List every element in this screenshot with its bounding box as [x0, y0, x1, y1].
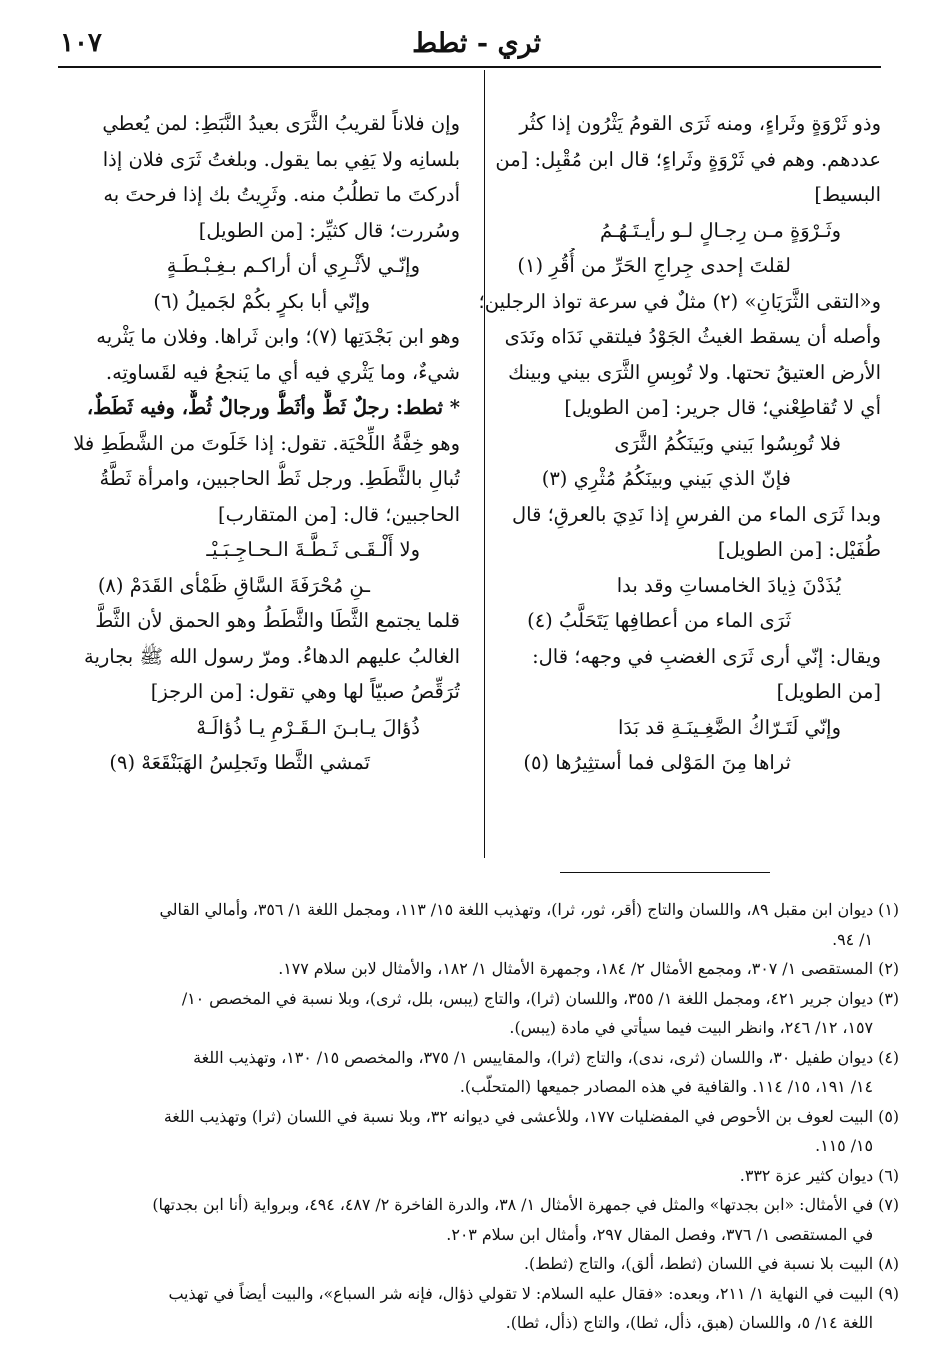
verse-line: فلا تُوبِسُوا بَيني وبَينَكُمُ الثَّرَى	[614, 431, 841, 455]
footnote-line: في المستقصى ١/ ٣٧٦، وفصل المقال ٢٩٧، وأمثال ابن سلام ٢٠٣.	[446, 1224, 873, 1244]
text-line: أدركتَ ما تطلُبُ منه. وثَرِيتُ بك إذا فرحتَ به	[103, 183, 460, 206]
verse-line: وثَـرْوَةٍ مـن رِجـالٍ لـو رأيـتَـهُـمُ	[599, 218, 841, 242]
text-line: وهو خِفَّةُ اللِّحْيَة. تقول: إذا خَلَوتَ من الشَّطَطِ فلا	[73, 431, 460, 455]
footnote-line: ١٤/ ١٩١، ١٥/ ١١٤. والقافية في هذه المصادر جميعها (المتحلّب).	[459, 1077, 873, 1096]
text-line: شيءٌ، وما يَثْري فيه أي ما يَنجعُ فيه لقَساوتِه.	[105, 360, 460, 384]
page-header	[60, 28, 881, 68]
header-rule	[58, 66, 881, 68]
text-line: طُفَيْل: [من الطويل]	[717, 538, 881, 561]
footnote-line: (٢) المستقصى ١/ ٣٠٧، ومجمع الأمثال ٢/ ١٨٤، وجمهرة الأمثال ١/ ١٨٢، والأمثال لابن سلام ١٧٧.	[278, 959, 899, 978]
verse-line: وإنّـي لأثْـرِي أن أراكـم بـغِـبْـطَـةٍ	[166, 254, 420, 277]
text-line: وأصله أن يسقط الغيثُ الجَوْدُ فيلتقي نَدَاه ونَدَى	[504, 325, 881, 348]
footnote-line: (٤) ديوان طفيل ٣٠، واللسان (ثرى، ندى)، والتاج (ثرا)، والمقاييس ١/ ٣٧٥، والمخصص ١٥/ ١٣٠، وتهذيب اللغة	[193, 1047, 899, 1067]
meter-label: البسيط]	[814, 183, 881, 206]
verse-line: ثَرَى الماء من أعطافِها يَتَحَلَّبُ (٤)	[527, 609, 791, 632]
footnotes	[41, 895, 899, 1338]
verse-line: ولا أَلْـقَـى ثَـطَّـةَ الـحـاجِـبَـيْـ	[206, 538, 420, 561]
footnote-line: ١٥٧، ١٢/ ٢٤٦، وانظر البيت فيما سيأتي في مادة (يبس).	[509, 1018, 873, 1037]
verse-line: لقلتَ إحدى جِراجِ الحَرِّ من أُقُرِ (١)	[517, 254, 791, 277]
text-line: تُبالِ بالثَّطَطِ. ورجل ثَطُّ الحاجبين، وامرأة ثَطَّةُ	[99, 467, 460, 490]
running-title: ثري - ثطط	[412, 28, 541, 59]
meter-label: [من الطويل]	[776, 680, 881, 703]
footnote-line: ١٥/ ١١٥.	[815, 1136, 873, 1155]
text-line: وإن فلاناً لقريبُ الثَّرَى بعيدُ النَّبَطِ: لمن يُعطي	[102, 112, 460, 135]
verse-line: وإنّي لَتَـرّاكُ الضَّغِـينَـةِ قد بَدَا	[617, 715, 841, 739]
verse-line: يُذَدْنَ ذِيادَ الخامساتِ وقد بدا	[616, 573, 841, 597]
text-line: الغالبُ عليهم الدهاءُ. ومرّ رسول الله ﷺ بجارية	[83, 644, 460, 668]
verse-line: فإنّ الذي بَيني وبينَكُمُ مُثْرِي (٣)	[541, 467, 791, 490]
footnote-line: اللغة ١٤/ ٥، واللسان (هبق، ذأل، ثطا)، والتاج (ذأل، ثطا).	[505, 1313, 873, 1332]
footnote-line: (٣) ديوان جرير ٤٢١، ومجمل اللغة ١/ ٣٥٥، واللسان (ثرا)، والتاج (يبس، بلل، ثرى)، وبلا نسبة في المخصص ١٠/	[181, 988, 899, 1008]
verse-line: وإنّي أبا بكرٍ بكُمْ لجَميلُ (٦)	[153, 289, 370, 313]
text-line: أي لا تُقاطِعْني؛ قال جرير: [من الطويل]	[564, 396, 881, 419]
footnote-line: (٩) البيت في النهاية ١/ ٢١١، وبعده: «فقال عليه السلام: لا تقولي ذؤال، فإنه شر السباع»، والبيت أيضاً في تهذيب	[168, 1283, 899, 1303]
verse-line: ثراها مِنَ المَوْلى فما أستثِيرُها (٥)	[523, 751, 791, 774]
text-line: بلسانِه ولا يَفِي بما يقول. وبلغتُ ثَرَى فلان إذا	[102, 147, 460, 171]
footnote-line: (٧) في الأمثال: «ابن بجدتها» والمثل في جمهرة الأمثال ١/ ٣٨، والدرة الفاخرة ٢/ ٤٨٧، ٤٩٤، وبرواية (أنا ابن بجدتها)	[152, 1195, 899, 1214]
text-line: وذو ثَرْوَةٍ وثَراءٍ، ومنه ثَرَى القومُ يَثْرُون إذا كثُر	[519, 112, 881, 135]
text-line: و«التقى الثَّرَيَانِ» (٢) مثلٌ في سرعة تواذ الرجلين؛	[479, 289, 881, 313]
text-line: عددهم. وهم في ثَرْوَةٍ وثَراءٍ؛ قال ابن مُقْبِل: [من	[495, 147, 881, 171]
footnote-line: (٦) ديوان كثير عزة ٣٣٢.	[739, 1165, 899, 1185]
right-column	[479, 106, 881, 781]
footnote-line: (٨) البيت بلا نسبة في اللسان (ثطط، ألق)، والتاج (ثطط).	[523, 1254, 899, 1273]
footnote-line: (١) ديوان ابن مقبل ٨٩، واللسان والتاج (أقر، ثور، ثرا)، وتهذيب اللغة ١٥/ ١١٣، ومجمل اللغة ١/ ٣٥٦، وأمالي القالي	[159, 900, 899, 919]
footnote-line: (٥) البيت لعوف بن الأحوص في المفضليات ١٧٧، وللأعشى في ديوانه ٣٢، وبلا نسبة في اللسان (ثرا) وتهذيب اللغة	[163, 1106, 899, 1126]
verse-line: تَمشي الثَّطا وتَجلِسُ الهَبَنْقَعَهْ (٩)	[109, 751, 370, 774]
left-column	[48, 106, 460, 781]
text-line: وسُررت؛ قال كثيِّر: [من الطويل]	[198, 218, 460, 242]
text-line: تُرَقِّصُ صبيّاً لها وهي تقول: [من الرجز]	[150, 680, 460, 703]
verse-line: ذُؤالَ يـابـنَ الـقَـرْمِ يـا ذُؤالَـهْ	[196, 715, 420, 739]
text-line: وبدا ثَرَى الماء من الفرسِ إذا نَدِيَ بالعرقِ؛ قال	[511, 502, 881, 526]
text-line: ويقال: إنّي أرى ثَرَى الغضبِ في وجهه؛ قال:	[532, 644, 881, 668]
text-line: الأرض العتيقُ تحتها. ولا تُوبِسِ الثَّرَى بيني وبينك	[508, 360, 881, 384]
text-line: قلما يجتمع الثَّطَا والثَّطَطُ وهو الحمق لأن الثَّطَّ	[95, 609, 460, 632]
page-number: ١٠٧	[60, 28, 102, 58]
footnote-rule	[560, 872, 770, 873]
footnote-line: ١/ ٩٤.	[832, 929, 873, 949]
text-line: وهو ابن بَجْدَتِها (٧)؛ وابن ثَراها. وفلان ما يَثْريه	[96, 325, 460, 348]
text-line: الحاجبين؛ قال: [من المتقارب]	[218, 502, 460, 526]
verse-line: ـنِ مُحْرَفَةَ السَّاقِ ظَمْأى القَدَمْ (٨)	[97, 573, 370, 597]
entry-headword-line: * ثطط: رجلٌ ثَطٌّ وأثَطُّ ورجالٌ ثُطٌّ، وفيه ثَطَطٌ،	[86, 396, 460, 419]
